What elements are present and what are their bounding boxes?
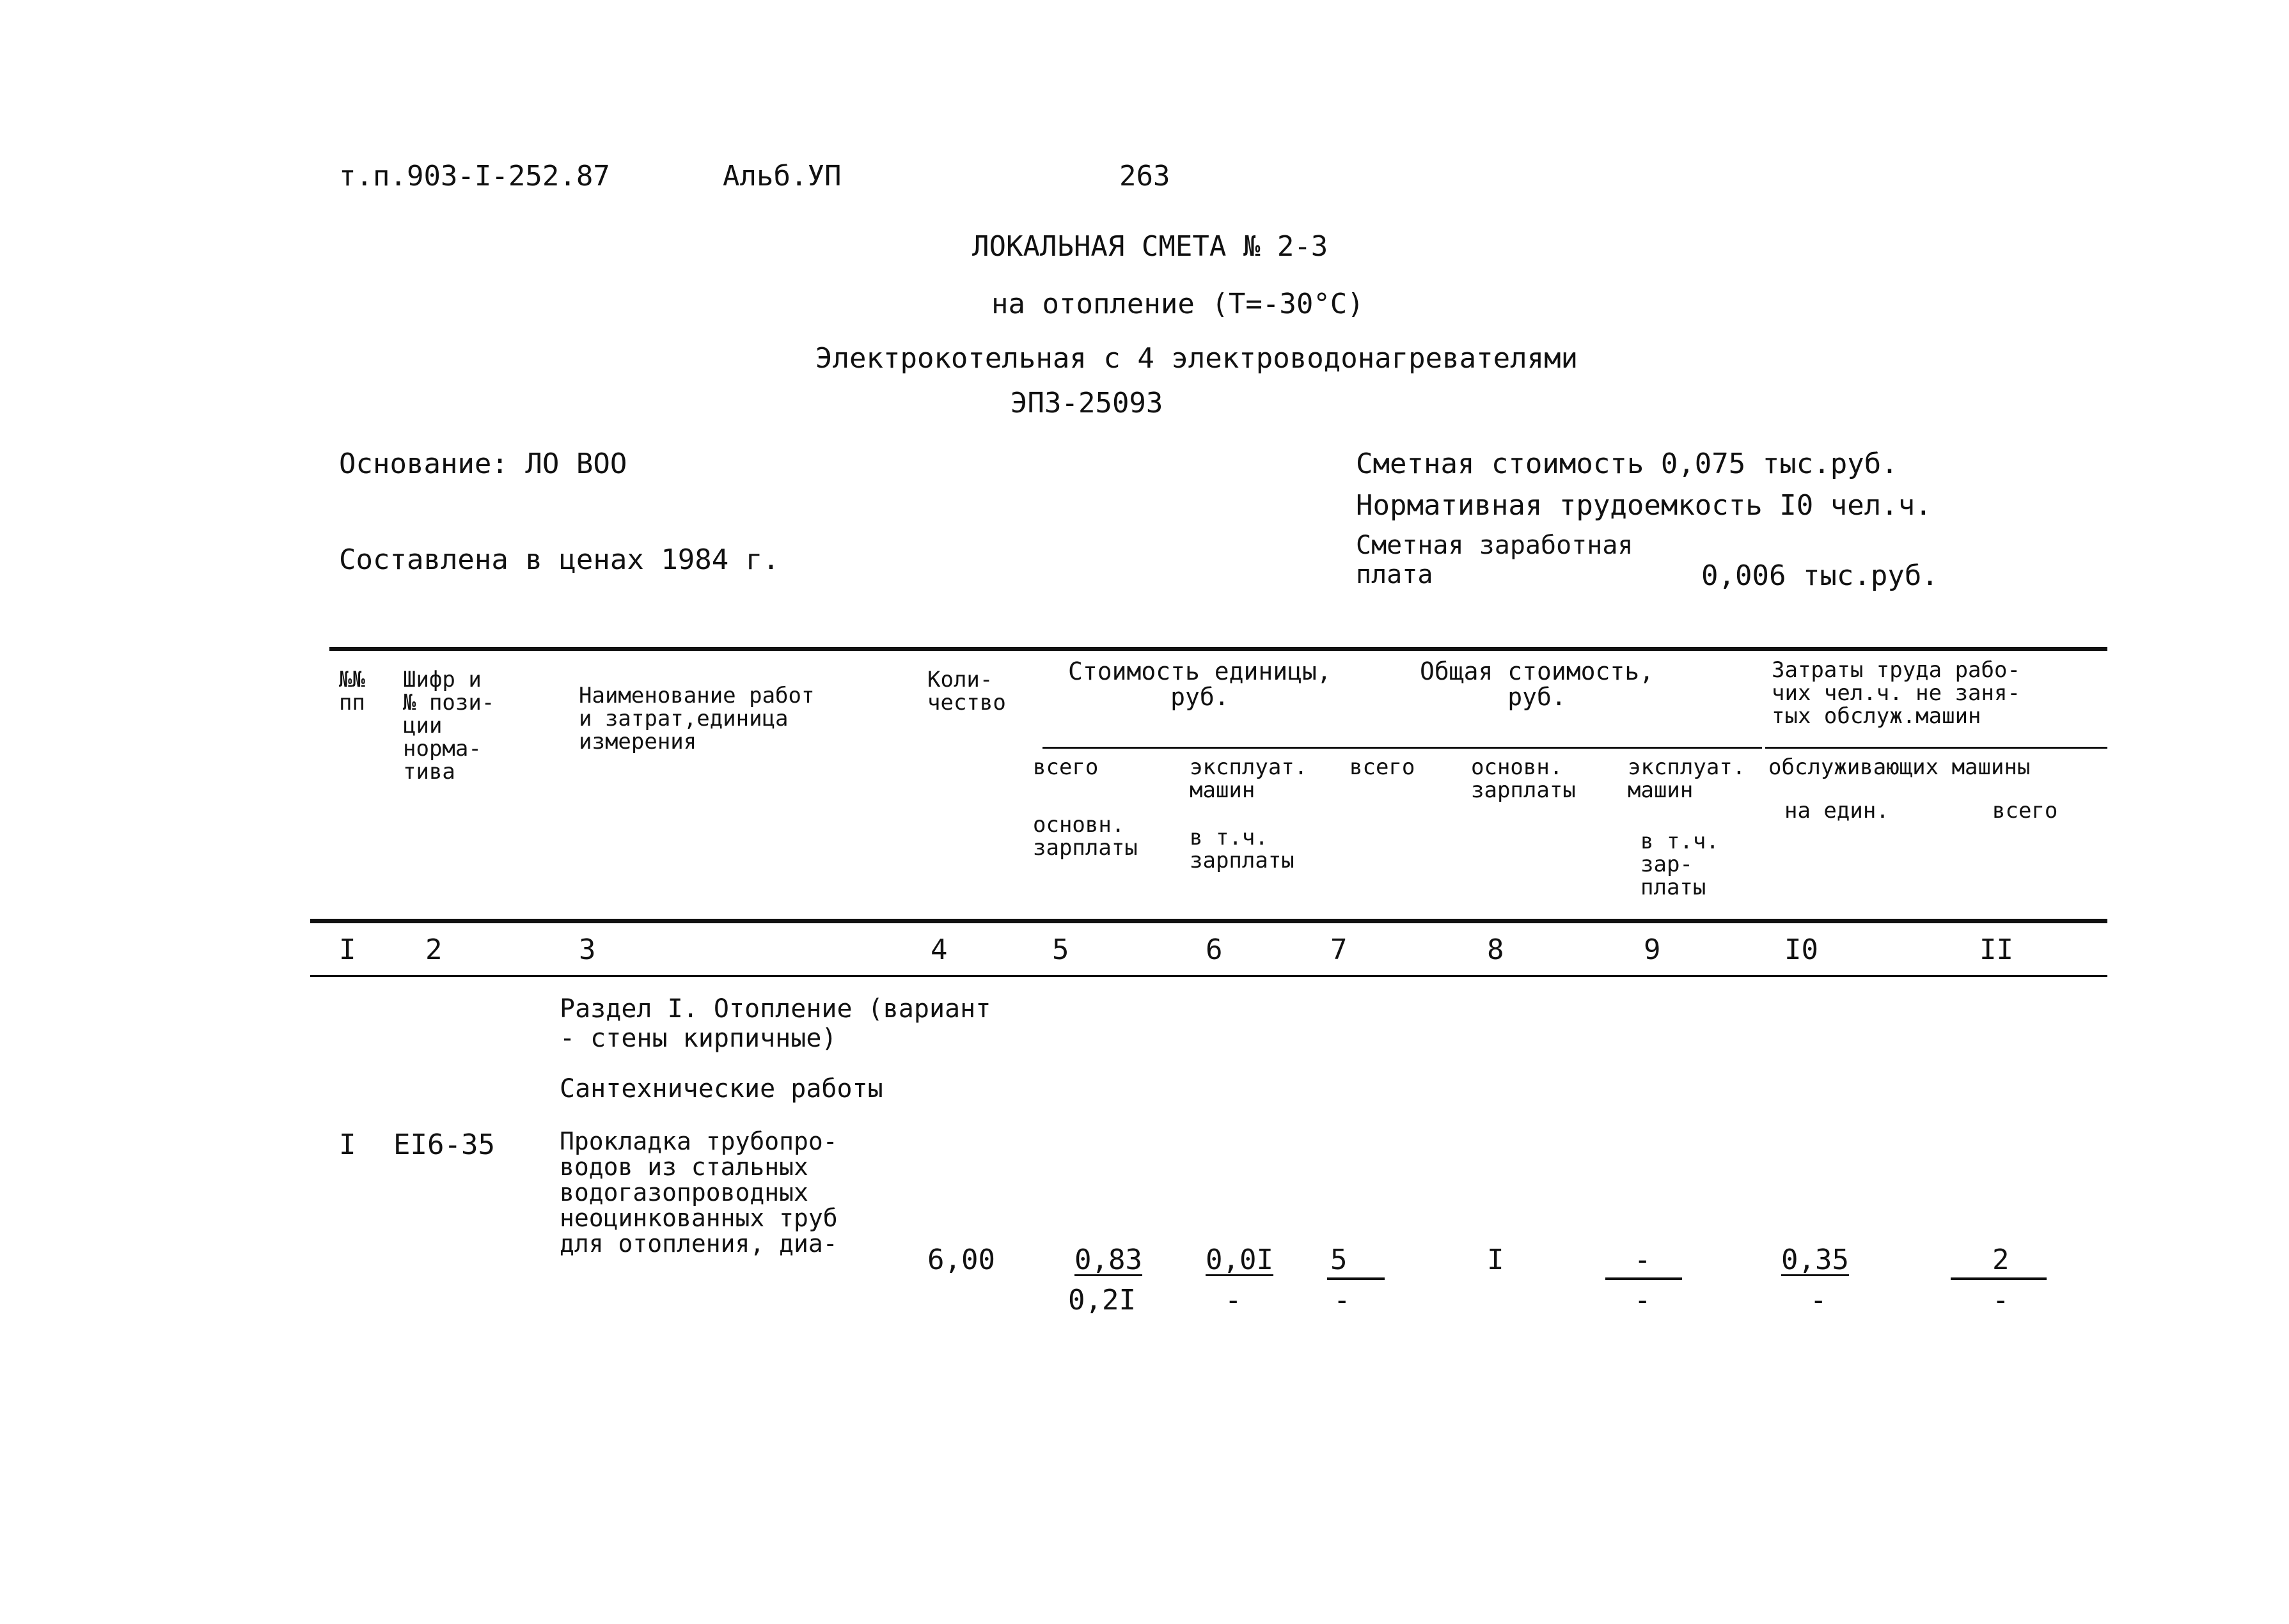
header-labor-total: всего [1992,798,2058,824]
cost-header-rule [1042,747,1762,749]
row-labor-total: 2 [1992,1244,2010,1276]
header-unit-salary: основн. зарплаты [1033,812,1138,861]
row-labor-total-sub: - [1992,1284,2010,1316]
row-total-machine-salary: - [1634,1284,1651,1316]
row-quantity: 6,00 [927,1244,995,1276]
header-unit-machine-salary: в т.ч. зарплаты [1190,825,1294,873]
basis-text: Основание: ЛО ВОО [339,448,627,480]
underline-mark [1327,1277,1385,1280]
column-number: 3 [579,933,596,966]
column-number: 6 [1206,933,1223,966]
header-quantity: Коли- чество [927,667,1006,715]
estimate-subject: на отопление (Т=-30°С) [991,288,1364,320]
row-labor-unit-sub: - [1810,1284,1827,1316]
header-total-salary: основн. зарплаты [1471,754,1576,803]
column-number: I [339,933,356,966]
row-unit-cost-total: 0,83 [1074,1244,1142,1276]
header-total-cost: Общая стоимость, руб. [1420,657,1655,711]
estimated-cost: Сметная стоимость 0,075 тыс.руб. [1356,448,1898,480]
underline-mark [1951,1277,2047,1280]
labor-header-rule [1765,747,2107,749]
compiled-prices-text: Составлена в ценах 1984 г. [339,543,780,576]
header-serving-machines: обслуживающих машины [1768,754,2031,780]
header-labor: Затраты труда рабо- чих чел.ч. не заня- тых обслуж.машин [1772,657,2020,729]
row-unit-machines: 0,0I [1206,1244,1273,1276]
labor-intensity: Нормативная трудоемкость I0 чел.ч. [1356,489,1932,522]
album-label: Альб.УП [723,160,842,192]
header-unit-cost: Стоимость единицы, руб. [1068,657,1332,711]
header-row-number: №№ пп [339,667,365,715]
row-total-cost: 5 [1330,1244,1348,1276]
row-number: I [339,1128,356,1161]
document-code: т.п.903-I-252.87 [339,160,610,192]
subsection-title: Сантехнические работы [560,1074,883,1104]
underline-mark [1605,1277,1682,1280]
row-labor-unit: 0,35 [1781,1244,1849,1276]
row-total-machines: - [1634,1244,1651,1276]
column-number: II [1979,933,2013,966]
salary-label: Сметная заработная плата [1356,531,1633,589]
project-code: ЭПЗ-25093 [1011,387,1163,419]
building-name: Электрокотельная с 4 электроводонагревателями [815,342,1578,375]
column-number: 4 [931,933,948,966]
column-number: 8 [1487,933,1504,966]
table-top-rule [329,647,2107,651]
row-unit-machine-salary: - [1225,1284,1242,1316]
column-numbers-rule [310,975,2107,977]
column-number: I0 [1784,933,1818,966]
column-number: 2 [425,933,443,966]
header-total: всего [1349,754,1415,780]
page-number: 263 [1119,160,1170,192]
column-number: 5 [1052,933,1069,966]
estimate-title: ЛОКАЛЬНАЯ СМЕТА № 2-3 [972,230,1328,263]
header-total-machine-salary: в т.ч. зар- платы [1640,829,1719,900]
header-work-name: Наименование работ и затрат,единица измерения [579,683,815,754]
column-number: 9 [1644,933,1661,966]
header-total-machines: эксплуат. машин [1628,754,1746,803]
row-total-salary: I [1487,1244,1504,1276]
table-header-rule [310,919,2107,923]
header-unit-total: всего [1033,754,1099,780]
header-labor-unit: на един. [1784,798,1889,824]
row-unit-salary: 0,2I [1068,1284,1136,1316]
row-norm-code: ЕI6-35 [393,1128,495,1161]
section-title: Раздел I. Отопление (вариант - стены кирпичные) [560,994,991,1053]
salary-value: 0,006 тыс.руб. [1701,559,1939,592]
row-work-name: Прокладка трубопро- водов из стальных водогазопроводных неоцинкованных труб для отопления, диа- [560,1127,838,1258]
header-norm-code: Шифр и № пози- ции норма- тива [403,667,495,785]
column-number: 7 [1330,933,1348,966]
header-unit-machines: эксплуат. машин [1190,754,1308,803]
row-total-cost-sub: - [1333,1284,1351,1316]
